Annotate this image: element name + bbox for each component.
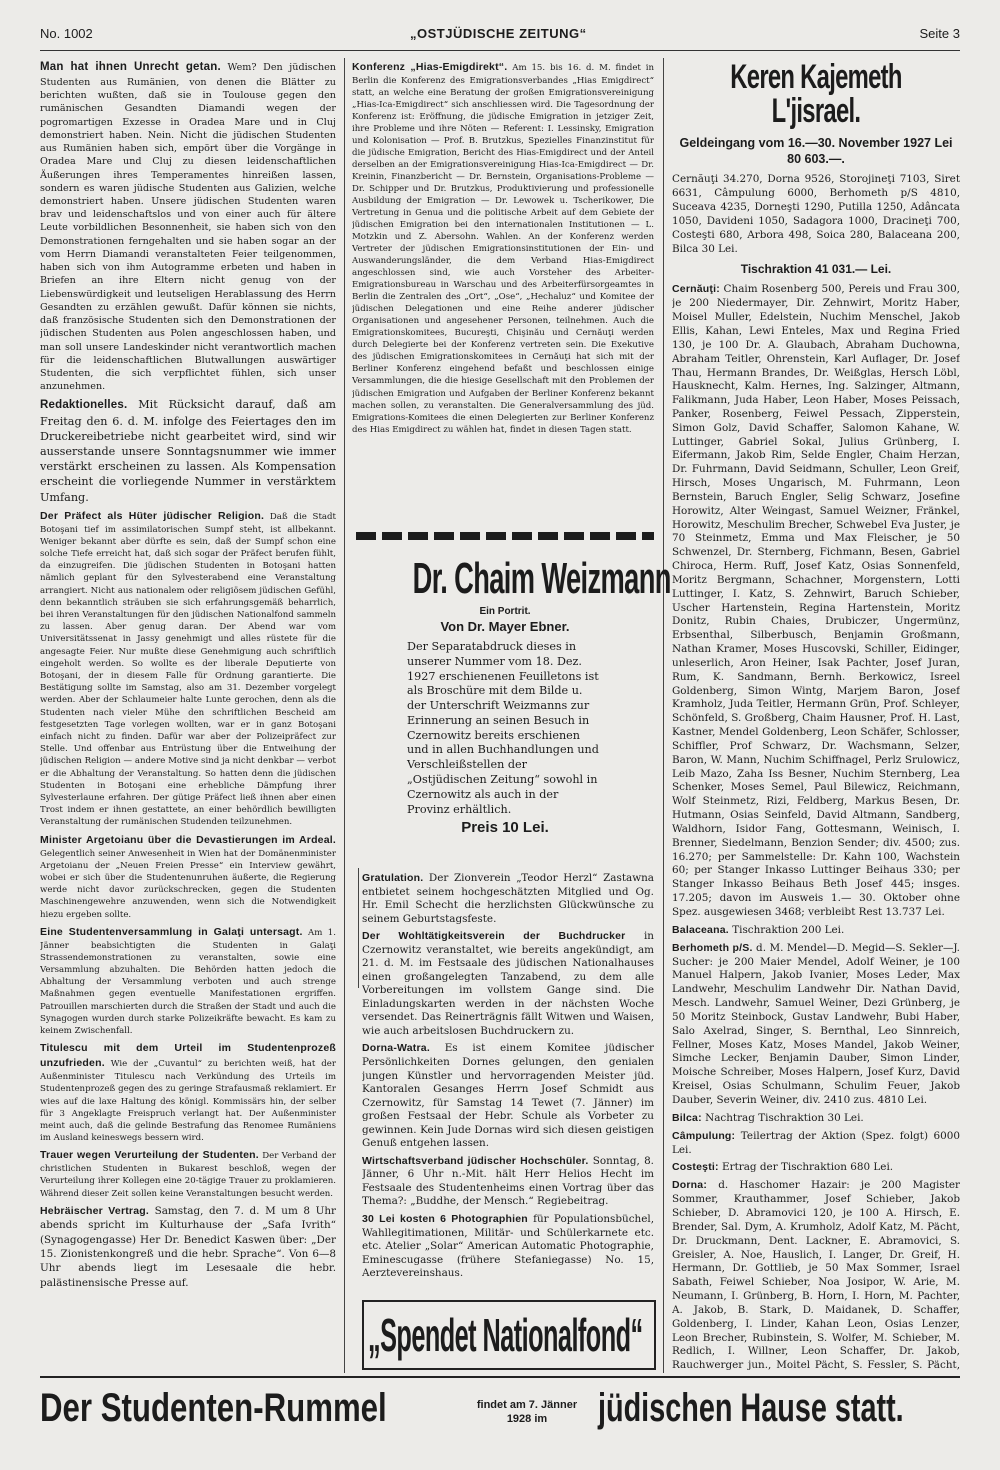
headline-konferenz: Konferenz „Hias-Emigdirekt“. <box>352 61 508 73</box>
entry-campulung <box>672 1130 960 1158</box>
text-campulung: Teilertrag der Aktion (Spez. folgt) 6000 Lei. <box>672 1129 960 1156</box>
column-divider-1 <box>344 58 345 1373</box>
body-hochschueler: Sonntag, 8. Jänner, 6 Uhr n.-Mit. hält Herr Helios Hecht im Festsaale des Studentenheims einen Vortrag über das Thema?: „Buddhe, der Mensch.“ Regiebeitrag. <box>362 1154 654 1208</box>
place-balaceana: Balaceana. <box>672 923 729 936</box>
weizmann-ad <box>356 548 671 848</box>
banner-middle <box>472 1398 582 1427</box>
text-cernauti: Chaim Rosenberg 500, Pereis und Frau 300, je 200 Niedermayer, Dir. Zehnwirt, Moritz Haber, Moisel Muller, Edelstein, Nuchim Menschel, Jakob Ellis, Kahan, Lewi Enteles, Max und Regina Fried 130, je 100 Dr. A. Glaubach, Abraham Duchowna, Abraham Teitler, Ohrenstein, Karl Auflager, Dr. Josef Thau, Hermann Brandes, Dr. Weißglas, Hersch Löbl, Hausknecht, Kalm. Hernes, Ing. Salzinger, Altmann, Falikmann, Juda Haber, Leon Haber, Moses Peissach, Panker, Rosenberg, Feiwel Pessach, Zipperstein, Simon Golz, David Schaffer, Salomon Kahane, W. Luttinger, Gabriel Sokal, Julius Grünberg, I. Eifermann, Jakob Rim, Selde Engler, Chaim Herzan, Dr. Fuhrmann, David Seidmann, Schuller, Leon Greif, Hirsch, Moses Ungarisch, M. Fuhrmann, Leon Bernstein, Baruch Engler, Selig Schwarz, Josefine Horowitz, Alter Weingast, Samuel Weizner, Fränkel, Horowitz, Meschulim Brecher, Schwebel Eva Juster, je 70 Steinmetz, Emma und Max Fleischer, je 50 Schwenzel, Dr. Sternberg, Fichmann, Besen, Gabriel Chiroca, Herm. Ruff, Josef Katz, Osias Sonnenfeld, Moritz Bergmann, Schachner, Morgenstern, Lotti Luttinger, I. Katz, S. Zehnwirt, Baruch Schieber, Uscher Hartenstein, Regina Hartenstein, Moritz Donitz, Rubin Chaies, Drubiczer, Ungermünz, Erbsenthal, Silberbusch, Benjamin Großmann, Nathan Kramer, Moses Huscovski, Schiller, Eidinger, unleserlich, Aron Heiner, Isak Pachter, Josef Juran, Rum, K. Sandmann, Bernh. Berkowicz, Isreel Goldenberg, Simon Wintg, Marjem Baron, Josef Kramholz, Juda Teitler, Hermann Grün, Prof. Schleyer, Schönfeld, S. Großberg, Chaim Hausner, Prof. H. Last, Kastner, Mendel Goldenberg, Leon Schäfer, Schlosser, Schiffler, Prof Schwarz, Dr. Wachsmann, Selzer, Baron, W. Mann, Nuchim Schiffnagel, Perlz Srulowicz, Leib Mazo, Zaha Iss Besner, Nuchim Sternberg, Lea Schenker, Moses Semel, Paul Bilewicz, Reichmann, Wolf Steinmetz, Rizi, Feldberg, Markus Besen, Dr. Hutmann, Osias Seinfeld, David Altmann, Sandberg, Waldhorn, Isidor Fang, Gottesmann, Weinisch, I. Brenner, Siedelmann, Benzion Sender; div. 4500; zus. 16.270; per Sammelstelle: Dr. Kahn 100, Wachstein 60; per Stanger Inkasso Luttinger Beihaus 330; per Stanger Inkasso Beihaus Beth Josef 445; insges. 17.205; davon im Ausweis 1.— 30. Oktober ohne Spez. ausgewiesen 3468; verbleibt Rest 13.737 Lei. <box>672 283 960 918</box>
text-costesti: Ertrag der Tischraktion 680 Lei. <box>722 1161 894 1174</box>
place-bilca: Bilca: <box>672 1111 702 1124</box>
headline-argetoianu: Minister Argetoianu über die Devastierungen im Ardeal. <box>40 833 336 846</box>
body-trauer: Der Verband der christlichen Studenten in Bukarest beschloß, wegen der Verurteilung ihrer Kollegen eine 20-tägige Trauer zu proklamieren. Während dieser Zeit sollen keine Veranstaltungen besucht werden. <box>40 1151 336 1199</box>
article-praefect <box>40 509 336 829</box>
entry-berhometh <box>672 942 960 1108</box>
headline-trauer: Trauer wegen Verurteilung der Studenten. <box>40 1149 259 1162</box>
issue-number: No. 1002 <box>40 26 93 41</box>
text-bilca: Nachtrag Tischraktion 30 Lei. <box>705 1111 864 1124</box>
banner-right: jüdischen Hause statt. <box>598 1386 904 1430</box>
headline-hochschueler: Wirtschaftsverband jüdischer Hochschüler. <box>362 1154 589 1167</box>
weizmann-title: Dr. Chaim Weizmann <box>412 554 671 603</box>
middle-notes <box>362 872 654 1282</box>
page-header <box>40 26 960 48</box>
body-photographien: für Populationsbüchel, Wahllegitimationen, Militär- und Schülerkarnete etc. etc. Atelier „Solar“ American Automatic Photographie, Eminescugasse (frühere Stefaniegasse) No. 15, Aerztevereinshaus. <box>362 1212 654 1280</box>
headline-praefect: Der Präfect als Hüter jüdischer Religion. <box>40 509 265 522</box>
article-unrecht <box>40 60 336 393</box>
headline-dorna: Dorna-Watra. <box>362 1042 430 1055</box>
body-titulescu: Wie der „Cuvantul“ zu berichten weiß, hat der Außenminister Titulescu nach Verkündung des Urteils im Studentenprozeß gegen des zu geringe Strafausmaß reklamiert. Er wies auf die laxe Haltung des königl. Kommissärs hin, der selber für 3 Angeklagte Freispruch verlangt hat. Der Außenminister meint auch, daß die gelinde Bestrafung das Renomee Rumäniens im Ausland keineswegs bessern wird. <box>40 1059 336 1144</box>
note-dorna <box>362 1042 654 1150</box>
banner-rule <box>40 1376 960 1378</box>
headline-photographien: 30 Lei kosten 6 Photographien <box>362 1212 528 1225</box>
weizmann-body: Der Separatabdruck dieses in unserer Nummer vom 18. Dez. 1927 erschienenen Feuilletons ist als Broschüre mit dem Bilde u. der Unterschrift Weizmanns zur Erinnerung an seinen Besuch in Czernowitz bereits erschienen und in allen Buchhandlungen und Verschleißstellen der „Ostjüdischen Zeitung“ sowohl in Czernowitz als auch in der Provinz erhältlich. <box>407 640 599 816</box>
weizmann-author: Von Dr. Mayer Ebner. <box>440 619 570 634</box>
entry-costesti <box>672 1161 960 1175</box>
banner-mid-line2: 1928 im <box>506 1413 548 1426</box>
body-unrecht: Wem? Den jüdischen Studenten aus Rumänien, von denen die Blätter zu berichten wußten, daß sie in Toulouse gegen den rumänischen Gesandten Diamandi wegen der pogromartigen Exzesse in Oradea Mare und in Cluj demonstriert haben. Nein. Nicht die jüdischen Studenten aus Rumänien haben sich, empört über die Vorgänge in Oradea Mare und Cluj zu diesen leidenschaftlichen Äußerungen ihres Temperamentes hinreißen lassen, sondern es waren jüdische Studenten aus Galizien, welche demonstriert haben. Unsere jüdischen Studenten waren brav und leidenschaftslos und von einer auch für ältere Leute vorbildlichen Besonnenheit, sie haben sich von den Demonstrationen ferngehalten und sie haben sogar an der vom Herrn Diamandi veranstalteten Feier teilgenommen, haben sich von ihm Autogramme erbeten und haben in Briefen an ihre Eltern nicht genug von der Liebenswürdigkeit und leutseligen Herablassung des Herrn Gesandten zu erzählen gewußt. Dafür können sie nichts, daß französische Studenten sich den Demonstrationen der jüdischen Studenten aus Polen angeschlossen haben, und man soll unsere Landeskinder nicht verantwortlich machen für die leidenschaftlichen Blutwallungen auswärtiger Studenten, die sich verpflichtet fühlen, sich unser anzunehmen. <box>40 62 336 393</box>
tischraktion-heading: Tischraktion 41 031.— Lei. <box>740 261 892 276</box>
receipts-intro: Cernăuţi 34.270, Dorna 9526, Storojineţi 7103, Siret 6631, Câmpulung 6000, Berhometh p/S 4810, Suceava 4235, Dorneşti 1290, Putilla 1250, Adâncata 1050, Davideni 1050, Sadagora 1000, Dracineţi 700, Costeşti 680, Arbora 498, Soica 280, Balaceana 200, Bilca 30 Lei. <box>672 173 960 255</box>
text-balaceana: Tischraktion 200 Lei. <box>732 923 845 936</box>
note-hochschueler <box>362 1155 654 1209</box>
article-argetoianu <box>40 833 336 921</box>
article-trauer <box>40 1148 336 1200</box>
article-galati <box>40 925 336 1038</box>
ad-stripe-top <box>356 532 654 540</box>
headline-buchdrucker: Der Wohltätigkeitsverein der Buchdrucker <box>362 930 626 943</box>
entry-balaceana <box>672 924 960 938</box>
headline-gratulation: Gratulation. <box>362 872 424 884</box>
headline-redaktionelles: Redaktionelles. <box>40 399 128 412</box>
body-dorna: Es ist einem Komitee jüdischer Persönlichkeiten Dornes gelungen, den genialen jungen Künstler und hervorragenden Meister jüd. Kantoralen Gesanges Herrn Josef Schmidt aus Czernowitz, für Samstag 14 Tewet (7. Jänner) im großen Festsaal der Hebr. Schule als Vorbeter zu gewinnen. Kein Jude Dornas wird sich diesen geistigen Genuß entgehen lassen. <box>362 1042 654 1150</box>
header-rule <box>40 50 960 51</box>
left-column <box>40 60 336 1372</box>
article-hebraeisch <box>40 1204 336 1290</box>
page-number: Seite 3 <box>919 26 960 41</box>
entry-dorna <box>672 1179 960 1374</box>
article-titulescu <box>40 1041 336 1144</box>
keren-kajemeth-masthead: Keren Kajemeth L'jisrael. <box>730 58 902 130</box>
column-divider-2 <box>663 58 664 1373</box>
place-campulung: Câmpulung: <box>672 1129 736 1142</box>
note-gratulation <box>362 872 654 926</box>
place-dorna: Dorna: <box>672 1179 708 1192</box>
note-photographien <box>362 1213 654 1281</box>
weizmann-subtitle: Ein Portrit. <box>479 606 531 617</box>
body-redaktionelles: Mit Rücksicht darauf, daß am Freitag den 6. d. M. infolge des Feiertages den im Druckereibetriebe nicht gearbeitet wird, sind wir ausserstande unsere Sonntagsnummer wie immer verstärkt erscheinen zu lassen. Als Kompensation erscheint die vorliegende Nummer in verstärktem Umfang. <box>40 398 336 504</box>
weizmann-price: Preis 10 Lei. <box>461 819 549 837</box>
headline-titulescu: Titulescu mit dem Urteil im Studentenprozeß unzufrieden. <box>40 1042 336 1070</box>
body-hebraeisch: Samstag, den 7. d. M um 8 Uhr abends spricht im Kulturhause der „Safa Ivrith“ (Synagogengasse) Her Dr. Benedict Kaswen über: „Der 15. Zionistenkongreß und die hebr. Sprache“. Von 6—8 Uhr abends liegt im Lesesaale die hebr. palästinensische Presse auf. <box>40 1204 336 1289</box>
place-berhometh: Berhometh p/S. <box>672 941 753 954</box>
text-berhometh: d. M. Mendel—D. Megid—S. Sekler—J. Sucher: je 200 Maier Mendel, Adolf Weiner, je 100 Manuel Halpern, Jakob Ivanier, Moses Leder, Max Landwehr, Meschulim Landwehr Dir. Nathan David, Mesch. Landwehr, Samuel Weiner, Dezi Grünberg, je 50 Moritz Steinbock, Gustav Landwehr, Bubi Haber, Salo Axelrad, Singer, S. Bernthal, Leo Sinnreich, Fellner, Moses Katz, Moses Mandel, Jakob Weiner, Simche Lecker, Benjamin Dauber, Simon Linder, Moische Schreiber, Moses Halpern, Josef Kurz, David Kreisel, Osias Schulmann, Schulim Feuer, Jakob Dauber, Severin Weiner, div. 2410 zus. 4810 Lei. <box>672 941 960 1106</box>
bracket-line <box>358 868 359 988</box>
headline-unrecht: Man hat ihnen Unrecht getan. <box>40 61 221 73</box>
body-argetoianu: Gelegentlich seiner Anwesenheit in Wien hat der Domänenminister Argetoianu der „Neuen Freien Presse“ ein Interview gewährt, wobei er sich über die Studentenunruhen äußerte, die Regierung werde nicht davor zurückschrecken, gegen die Studenten Maschinengewehre anzuwenden, wenn sich die Notwendigkeit hiezu ergeben sollte. <box>40 848 336 920</box>
body-galati: Am 1. Jänner beabsichtigten die Studenten in Galaţi Strassendemonstrationen zu veranstalten, sowie eine Versammlung abzuhalten. Die Behörden hatten jedoch die Abhaltung der Versammlung verboten und auch strenge Maßnahmen gegen eventuelle Manifestationen ergriffen. Patrouillen marschierten durch die Straßen der Stadt und auch die Synagogen wurden durch starke Polizeikräfte bewacht. Es kam zu keinem Zwischenfall. <box>40 927 336 1037</box>
article-redaktionelles <box>40 397 336 504</box>
newspaper-title: „OSTJÜDISCHE ZEITUNG“ <box>410 26 587 41</box>
place-costesti: Costeşti: <box>672 1161 719 1174</box>
conference-article <box>352 60 654 525</box>
banner-left: Der Studenten-Rummel <box>40 1386 387 1430</box>
body-praefect: Daß die Stadt Botoşani tief im assimilatorischen Sumpf steht, ist allbekannt. Weniger bekannt aber dürfte es sein, daß der Sumpf schon eine solche Tiefe erreicht hat, daß sich sogar der Präfect berufen fühlt, da einzugreifen. Die jüdischen Studenten in Botoşani hatten nämlich geplant für den Sylvesterabend eine Veranstaltung arrangiert. Nicht aus nationalem oder religiösem jüdischen Gefühl, denn bekanntlich sträuben sie sich erfahrungsgemäß beharrlich, bei ihren Veranstaltungen für den jüdischen Nationalfond sammeln zu lassen. Aber genug daran. Der Abend war vom Universitätssenat in Jassy genehmigt und alles rüstete für die angesagte Feier. Nur mußte diese Genehmigung auch schriftlich eingeholt werden. So wollte es der liberale Deputierte von Botoşani, der in diesem Falle für Ordnung garantierte. Die Bestätigung sollte im Samstag, also am 31. Dezember vorgelegt werden. Aber der Schlaumeier halte Lunte gerochen, denn als die Studenten nach vieler Mühe den schriftlichen Bescheid am festgesetzten Tage vorlegen wollten, war er in ganz Botoşani einfach nicht zu finden. Dafür war aber der Polizeipräfect zur Stelle. Und offenbar aus Entrüstung über die Entweihung der jüdischen Religion — andere Motive sind ja nicht denkbar — verbot er die Abhaltung der Veranstaltung. So hatten denn die jüdischen Studenten in Botoşani eine erhebliche Dämpfung ihrer Sylvesterlaune erfahren. Der gütige Präfect ließ ihnen aber einen Trost indem er ihnen gestattete, an einer behördlich bewilligten Veranstaltung der rumänischen Studenden teilzunehmen. <box>40 511 336 828</box>
body-gratulation: Der Zionverein „Teodor Herzl“ Zastawna entbietet seinem hochgeschätzten Mitglied und Og. Hr. Emil Schecht die herzlichsten Glückwünsche zu seinem Geburtstagsfeste. <box>362 872 654 925</box>
body-konferenz: Am 15. bis 16. d. M. findet in Berlin die Konferenz des Emigrationsverbandes „Hias Emigdirect“ statt, an welche eine Beratung der großen Emigrationsvereinigung „Hias-Ica-Emigdirect“ sich anschliessen wird. Die Tagesordnung der Konferenz ist: Eröffnung, die jüdische Emigration in jetziger Zeit, ihre Probleme und ihre Nöten — Referent: I. Lessinsky, Emigration und Kolonisation — Prof. B. Brutzkus, Spezielles Finanzinstitut für die jüdische Emigration, Bericht des Hias-Emigdirect und der Anteil derselben an der Emigrationsvereinigung Hias-Ica-Emigdirect — Dr. Kreinin, Finanzbericht — Dr. Bernstein, Organisations-Probleme — Dr. Schipper und Dr. Brutzkus, Produktivierung und professionelle Ausbildung der Emigration — Dr. Lewowek u. Tscherikower, Die Vertretung in Genua und die politische Arbeit auf dem Gebiete der jüdischen Emigration bei den internationalen Institutionen — L. Motzkin und Z. Abersohn. Wahlen. An der Konferenz werden Vertreter der jüdischen Emigrationsinstitutionen der Ein- und Auswanderungsländer, die dem Verband Hias-Emigdirect angeschlossen sind, wie auch Vorsteher des Arbeiter-Emigrationsbureau in Warschau und des Arbeiterfürsorgeamtes in Berlin die Zentralen des „Ort“, „Ose“, „Hechaluz“ und Komitee der jüdischen Delegationen und eine Reihe anderer jüdischer Organisationen und angesehener Personen, teilnehmen. Auch die Emigrationskomitees, Bucureşti, Chişinău und Cernăuţi werden durch Delegierte bei der Konferenz vertreten sein. Die Exekutive des jüdischen Emigrationskomitees in Cernăuţi hat sich mit der Berliner Konferenz eingehend befaßt und beschlossen einige Versammlungen, die die hiesige Gesellschaft mit den Problemen der jüdischen Emigration und Aufgaben der Berliner Konferenz bekannt machen sollen, zu veranstalten. Die Generalversammlung des jüd. Emigrations-Komitees die einen Delegierten zur Berliner Konferenz des Hias Emigdirect zu wählen hat, findet in diesen Tagen statt. <box>352 63 654 435</box>
donor-list <box>672 283 960 1374</box>
banner-mid-line1: findet am 7. Jänner <box>476 1399 578 1411</box>
text-dorna: d. Haschomer Hazair: je 200 Magister Sommer, Krauthammer, Josef Schieber, Jakob Schieber, D. Abramovici 120, je 100 A. Hirsch, E. Brender, Sal. Dym, A. Krumholz, Adolf Katz, M. Pächt, Dr. Druckmann, Dent. Lackner, E. Abramovici, S. Greisler, A. Noe, Hauslich, I. Langer, Dr. Greif, H. Hermann, Dr. Gottlieb, je 50 Max Sommer, Israel Sabath, Feiwel Schieber, Noa Josipor, W. Arie, M. Neumann, I. Grünberg, B. Horn, I. Horn, M. Pachter, A. Jakob, B. Stark, D. Maidanek, D. Schaffer, Goldenberg, I. Linder, Kahan Leon, Osias Lenzer, Leon Brecher, Rubinstein, S. Wolfer, M. Schieber, M. Redlich, I. Willner, Leon Schaffer, Dr. Jakob, Rauchwerger jun., Moitel Pächt, S. Fessler, S. Pächt, <box>672 1179 960 1372</box>
headline-hebraeisch: Hebräischer Vertrag. <box>40 1204 149 1217</box>
place-cernauti: Cernăuţi: <box>672 283 720 296</box>
note-buchdrucker <box>362 930 654 1038</box>
right-column <box>672 58 960 1374</box>
entry-cernauti <box>672 283 960 919</box>
entry-bilca <box>672 1112 960 1126</box>
receipts-heading: Geldeingang vom 16.—30. November 1927 Lei 80 603.—. <box>679 136 953 166</box>
body-buchdrucker: in Czernowitz veranstaltet, wie bereits angekündigt, am 21. d. M. im Festsaale des jüdischen Nationalhauses einen großangelegten Tanzabend, zu dem alle Vorbereitungen im vollstem Gange sind. Die Einladungskarten werden in der nächsten Woche versendet. Das Reinerträgnis fällt Witwen und Waisen, wie auch arbeitslosen Buchdruckern zu. <box>362 930 654 1037</box>
headline-galati: Eine Studentenversammlung in Galaţi untersagt. <box>40 925 303 938</box>
spendet-ad: „Spendet Nationalfond“ <box>368 1309 643 1361</box>
